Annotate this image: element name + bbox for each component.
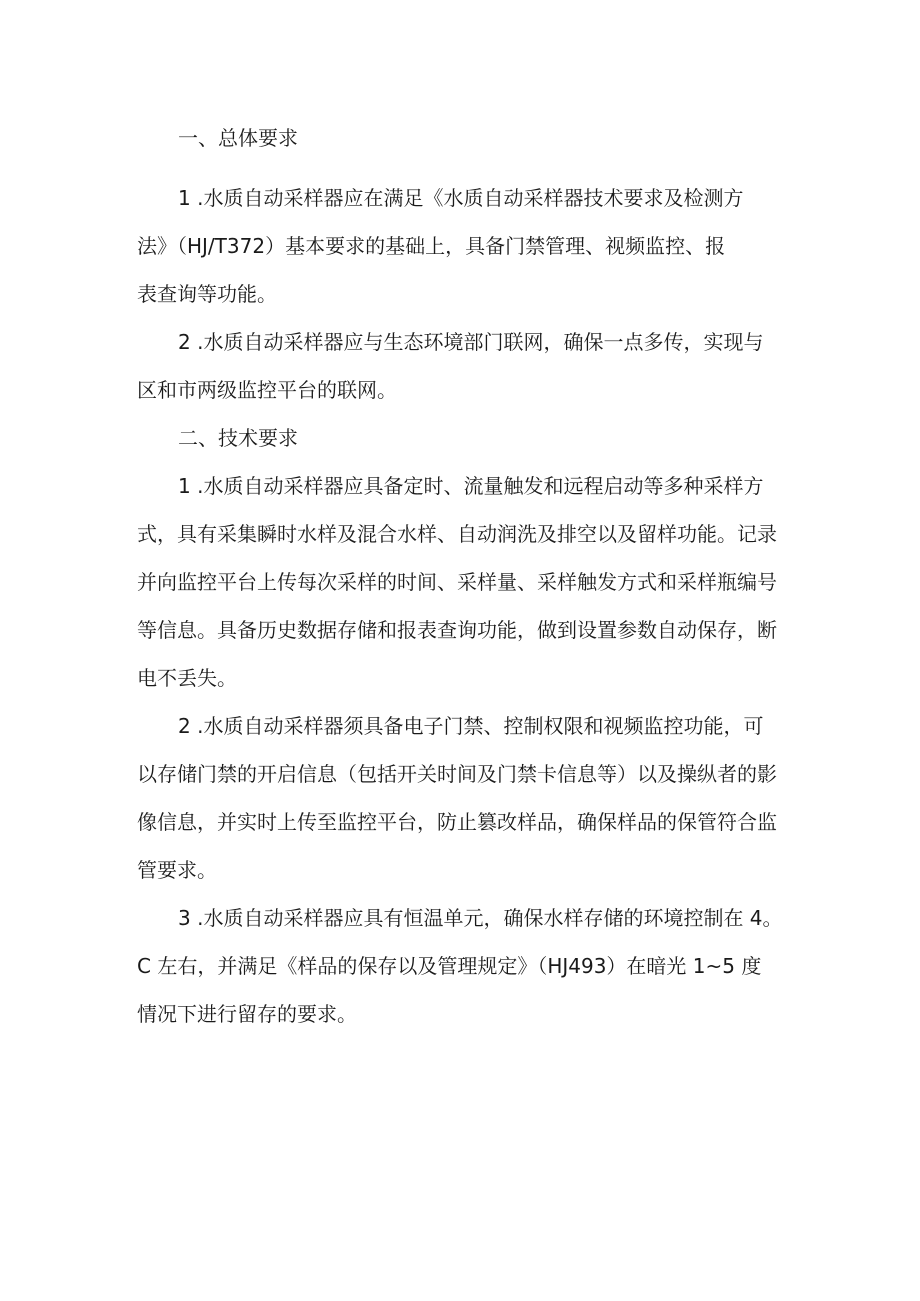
paragraph-line: 表查询等功能。 (137, 282, 277, 306)
paragraph-line: 法》（HJ/T372）基本要求的基础上，具备门禁管理、视频监控、报 (137, 234, 726, 258)
paragraph-line: C 左右，并满足《样品的保存以及管理规定》（HJ493）在暗光 1~5 度 (137, 954, 762, 978)
paragraph-line: 1 .水质自动采样器应具备定时、流量触发和远程启动等多种采样方 (178, 474, 764, 498)
section-heading-technical: 二、技术要求 (178, 426, 298, 450)
paragraph-line: 3 .水质自动采样器应具有恒温单元，确保水样存储的环境控制在 4。 (178, 906, 783, 930)
paragraph-line: 2 .水质自动采样器须具备电子门禁、控制权限和视频监控功能，可 (178, 714, 764, 738)
paragraph-line: 式，具有采集瞬时水样及混合水样、自动润洗及排空以及留样功能。记录 (137, 522, 777, 546)
paragraph-line: 并向监控平台上传每次采样的时间、采样量、采样触发方式和采样瓶编号 (137, 570, 777, 594)
paragraph-line: 1 .水质自动采样器应在满足《水质自动采样器技术要求及检测方 (178, 186, 744, 210)
section-heading-general: 一、总体要求 (178, 126, 298, 150)
paragraph-line: 管要求。 (137, 858, 217, 882)
paragraph-line: 区和市两级监控平台的联网。 (137, 378, 397, 402)
paragraph-line: 情况下进行留存的要求。 (137, 1002, 357, 1026)
paragraph-line: 以存储门禁的开启信息（包括开关时间及门禁卡信息等）以及操纵者的影 (137, 762, 777, 786)
paragraph-line: 2 .水质自动采样器应与生态环境部门联网，确保一点多传，实现与 (178, 330, 764, 354)
paragraph-line: 电不丢失。 (137, 666, 237, 690)
paragraph-line: 等信息。具备历史数据存储和报表查询功能，做到设置参数自动保存，断 (137, 618, 777, 642)
paragraph-line: 像信息，并实时上传至监控平台，防止篡改样品，确保样品的保管符合监 (137, 810, 777, 834)
